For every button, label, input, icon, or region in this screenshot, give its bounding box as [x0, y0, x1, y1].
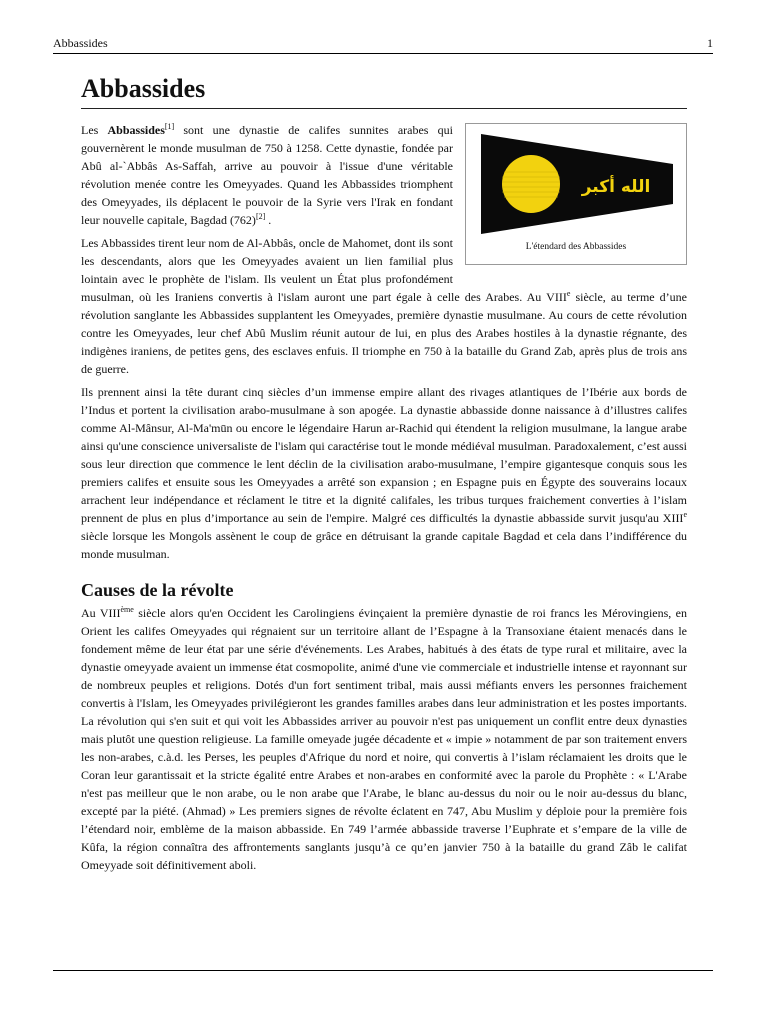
flag-disc [502, 155, 560, 213]
article-body [81, 73, 687, 879]
ordinal-superscript: e [683, 510, 687, 519]
paragraph-empire [81, 383, 687, 563]
paragraph-text: Ils prennent ainsi la tête durant cinq siècles d’un immense empire allant des rivages atlantiques de l’Ibérie aux bords de l’Indus et portent la civilisation arabo-musulmane à son apogée. La dynastie abbasside donne naissance à d’illustres califes comme Al-Mânsur, Al-Ma'mūn ou encore le légendaire Harun ar-Rachid qui étendent la religion musulmane, la langue arabe ainsi qu'une conscience universaliste de l'islam qui caractérise tout le monde médiéval musulman. Paradoxalement, c’est aussi sous leur direction que commence le lent déclin de la civilisation arabo-musulmane, l’empire gigantesque conquis sous les premiers califes et ensuite sous les Omeyyades a arrêté son expansion ; en Espagne puis en Égypte des souverains locaux arrachent leur indépendance et réclament le titre et la dignité califales, les tribus turques fraichement converties à l’islam prennent de plus en plus d’importance au sein de l'empire. Malgré ces difficultés la dynastie abbasside survit jusqu'au XIII [81, 385, 687, 525]
paragraph-text: siècle lorsque les Mongols assènent le coup de grâce en détruisant la grande capitale Bagdad et cela dans l’indifférence du monde musulman. [81, 529, 687, 561]
flag-figure [465, 123, 687, 265]
flag-inscription: الله أكبر [581, 177, 651, 197]
lead-text-end: . [265, 213, 272, 227]
lead-text-body: sont une dynastie de califes sunnites arabes qui gouvernèrent le monde musulman de 750 à 1258. Cette dynastie, fondée par Abû al-`Abbâs As-Saffah, arrive au pouvoir à l'issue d'une véritable révolution menée contre les Omeyyades. Quand les Abbassides triomphent des Omeyyades, ils déplacent le pouvoir de la Syrie vers l'Irak en fondant leur nouvelle capitale, Bagdad (762) [81, 123, 453, 227]
lead-bold-term: Abbassides [107, 123, 165, 137]
reference-1[interactable]: [1] [164, 122, 175, 131]
ordinal-superscript: e [566, 289, 571, 298]
footer-rule [53, 970, 713, 971]
page-number: 1 [707, 36, 713, 50]
running-title: Abbassides [53, 36, 108, 50]
page-title: Abbassides [81, 73, 687, 109]
paragraph-text: siècle alors qu'en Occident les Carolingiens évinçaient la première dynastie de roi francs les Mérovingiens, en Orient les califes Omeyyades qui régnaient sur un territoire allant de l’Espagne à la Transoxiane étaient menacés dans le fondement même de leur état par une série d'événements. Les Arabes, habitués à des états de type rural et militaire, avec la dynastie omeyyade avaient un immense état cosmopolite, animé d'une vie commerciale et industrielle intense et rayonnant sur de nombreux peuples et religions. Dotés d'un fort sentiment tribal, mais aussi méfiants envers les personnes fraichement convertis à l'Islam, les Omeyyades privilégieront les grandes familles arabes dans leur administration et les postes importants. La révolution qui s'en suit et qui voit les Abbassides arriver au pouvoir n'est pas uniquement un conflit entre deux dynasties mais plutôt une question religieuse. La famille omeyade jugée décadente et « impie » notamment de par son traitement envers les non-arabes, c.à.d. les Perses, les peuples d'Afrique du nord et noire, qui convertis à l’islam réclamaient les droits que le Coran leur garantissait et la stricte égalité entre Arabes et non-arabes en conformité avec la parole du Prophète : « L'Arabe n'est pas meilleur que le non arabe, ou le non arabe que l'Arabe, le blanc au-dessus du noir ou le noir au-dessus du blanc, excepté par la piété. (Ahmad) » Les premiers signes de révolte éclatent en 747, Abu Muslim y déploie pour la première fois l’étendard noir, emblème de la maison abbasside. En 749 l’armée abbasside traverse l’Euphrate et s’empare de la ville de Kûfa, la région connaîtra des affrontements sanglants jusqu’à ce qu’en janvier 750 à la bataille du grand Zâb le califat Omeyyade soit définitivement aboli. [81, 606, 687, 872]
header-rule [53, 53, 713, 54]
abbasid-flag-image [481, 134, 673, 234]
running-header [53, 36, 713, 52]
section-heading-causes: Causes de la révolte [81, 580, 234, 600]
paragraph-text: Au VIII [81, 606, 121, 620]
paragraph-text: siècle, au terme d’une révolution sanglante les Abbassides supplantent les Omeyyades, première dynastie musulmane. Au cours de cette révolution contre les Omeyyades, leur chef Abû Muslim réunit autour de lui, en plus des Arabes hostiles à la dynastie régnante, des indigènes iraniens, de petites gens, des esclaves enfuis. Il triomphe en 750 à la bataille du Grand Zab, après plus de trois ans de guerre. [81, 290, 688, 376]
figure-caption: L'étendard des Abbassides [525, 242, 627, 252]
paragraph-text: Les Abbassides tirent leur nom de Al-Abbâs, oncle de Mahomet, dont ils sont les descendants, alors que les Omeyyades avaient un lien familial plus lointain avec le prophète de l'islam. Ils veulent un État plus profondément musulman, où les Iraniens convertis à l'islam auront une part égale à celle des Arabes. Au VIII [81, 236, 567, 304]
reference-2[interactable]: [2] [255, 212, 266, 221]
ordinal-superscript: ème [120, 605, 134, 614]
paragraph-causes [81, 604, 687, 874]
lead-text-start: Les [81, 123, 108, 137]
